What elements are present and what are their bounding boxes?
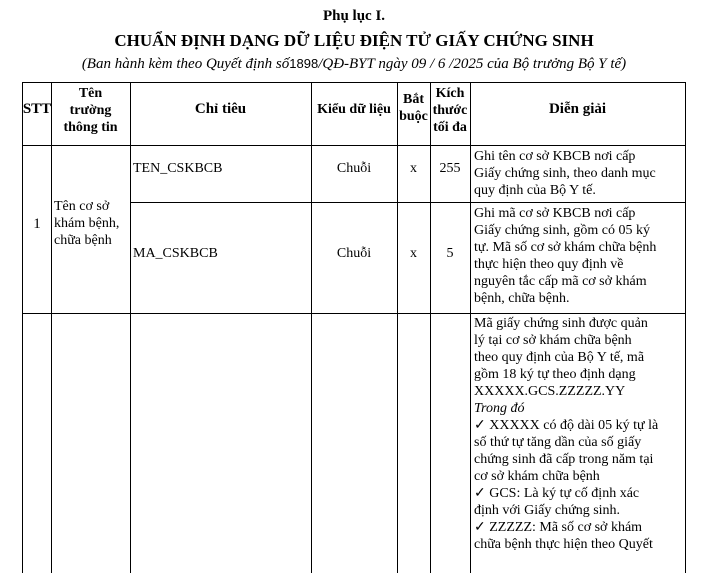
- grid-line: [130, 82, 131, 573]
- decision-date: 09 / 6 /2025: [411, 56, 484, 72]
- field-ten-cskbcb: TEN_CSKBCB: [133, 161, 223, 176]
- row-group-name: [54, 198, 130, 249]
- grid-line: [22, 145, 686, 146]
- field-ma-cskbcb: MA_CSKBCB: [133, 246, 218, 261]
- desc-line: ✓ GCS: Là ký tự cố định xác: [474, 486, 640, 501]
- header-required-line: buộc: [399, 109, 428, 124]
- header-group-line: Tên: [78, 86, 103, 101]
- size-ten-cskbcb: 255: [439, 161, 461, 176]
- desc-line-italic: Trong đó: [474, 401, 525, 416]
- header-size: [430, 85, 470, 136]
- decision-number: 1898: [289, 56, 319, 71]
- desc-line: bệnh, chữa bệnh.: [474, 291, 570, 306]
- grid-line: [22, 82, 23, 573]
- grid-line: [130, 202, 686, 203]
- grid-line: [22, 82, 686, 83]
- desc-ma-cskbcb: [474, 205, 685, 307]
- header-group-line: thông tin: [63, 120, 118, 135]
- desc-line: tự. Mã số cơ sở khám chữa bệnh: [474, 240, 657, 255]
- desc-line: ✓ XXXXX có độ dài 05 ký tự là: [474, 418, 659, 433]
- desc-line: Giấy chứng sinh, theo danh mục: [474, 166, 656, 181]
- type-ma-cskbcb: Chuỗi: [336, 246, 372, 261]
- desc-line: theo quy định của Bộ Y tế, mã: [474, 350, 645, 365]
- desc-ten-cskbcb: [474, 148, 685, 199]
- document-subtitle: [0, 56, 708, 73]
- document-title: CHUẨN ĐỊNH DẠNG DỮ LIỆU ĐIỆN TỬ GIẤY CHỨNG SINH: [114, 31, 594, 50]
- subtitle-suffix: của Bộ trưởng Bộ Y tế): [487, 56, 627, 72]
- header-size-line: thước: [432, 103, 468, 118]
- appendix-title: Phụ lục I.: [322, 8, 386, 24]
- desc-line: chữa bệnh thực hiện theo Quyết: [474, 537, 653, 552]
- row-stt: 1: [33, 216, 41, 232]
- desc-line: Ghi mã cơ sở KBCB nơi cấp: [474, 206, 636, 221]
- required-ma-cskbcb: x: [410, 246, 417, 261]
- desc-line: Mã giấy chứng sinh được quản: [474, 316, 648, 331]
- header-description: Diễn giải: [548, 101, 607, 117]
- group-name-line: chữa bệnh: [54, 233, 112, 248]
- grid-line: [311, 82, 312, 573]
- desc-line: thực hiện theo quy định về: [474, 257, 624, 272]
- grid-line: [430, 82, 431, 573]
- header-type: Kiểu dữ liệu: [317, 102, 391, 117]
- desc-line: Ghi tên cơ sở KBCB nơi cấp: [474, 149, 636, 164]
- header-stt: STT: [22, 101, 52, 117]
- grid-line: [397, 82, 398, 573]
- header-size-line: tối đa: [433, 120, 467, 135]
- grid-line: [22, 313, 686, 314]
- header-field: Chỉ tiêu: [194, 101, 247, 117]
- desc-line: số thứ tự tăng dần của số giấy: [474, 435, 642, 450]
- desc-certificate-code: [474, 315, 685, 553]
- group-name-line: Tên cơ sở: [54, 199, 110, 214]
- desc-line: Giấy chứng sinh, gồm có 05 ký: [474, 223, 650, 238]
- grid-line: [51, 82, 52, 573]
- required-ten-cskbcb: x: [410, 161, 417, 176]
- header-required-line: Bắt: [403, 92, 424, 107]
- desc-line: ✓ ZZZZZ: Mã số cơ sở khám: [474, 520, 643, 535]
- desc-line: chứng sinh đã cấp trong năm tại: [474, 452, 654, 467]
- desc-line: gồm 18 ký tự theo định dạng: [474, 367, 636, 382]
- group-name-line: khám bệnh,: [54, 216, 120, 231]
- grid-line: [470, 82, 471, 573]
- subtitle-middle: /QĐ-BYT ngày: [318, 56, 408, 72]
- desc-line: nguyên tắc cấp mã cơ sở khám: [474, 274, 647, 289]
- desc-line: định với Giấy chứng sinh.: [474, 503, 621, 518]
- desc-line: cơ sở khám chữa bệnh: [474, 469, 600, 484]
- desc-line: quy định của Bộ Y tế.: [474, 183, 596, 198]
- header-size-line: Kích: [435, 86, 465, 101]
- header-required: [397, 91, 430, 125]
- subtitle-prefix: (Ban hành kèm theo Quyết định số: [81, 56, 290, 72]
- grid-line: [685, 82, 686, 573]
- desc-line: lý tại cơ sở khám chữa bệnh: [474, 333, 632, 348]
- header-group-name: [51, 85, 130, 136]
- header-group-line: trường: [69, 103, 112, 118]
- type-ten-cskbcb: Chuỗi: [336, 161, 372, 176]
- size-ma-cskbcb: 5: [446, 246, 454, 261]
- desc-line: XXXXX.GCS.ZZZZZ.YY: [474, 384, 626, 399]
